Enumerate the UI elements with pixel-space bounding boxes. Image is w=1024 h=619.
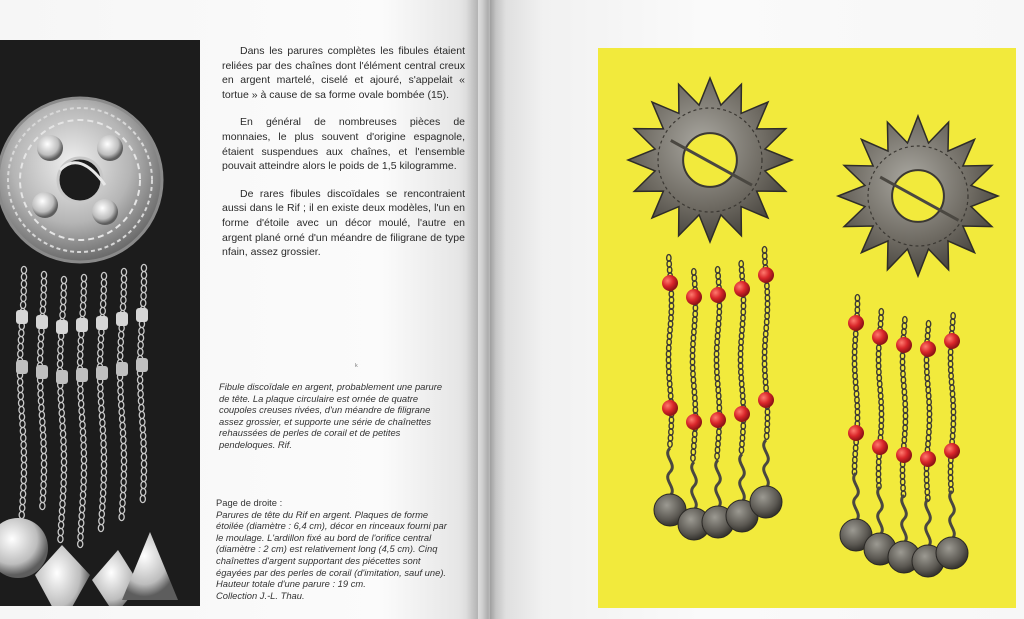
fibula-photo-color — [598, 48, 1016, 608]
bead — [16, 310, 28, 324]
bead — [36, 365, 48, 379]
coral-bead — [758, 392, 774, 408]
star-fibula-left — [628, 78, 792, 242]
caption-credit: Collection J.-L. Thau. — [216, 589, 305, 601]
fibula-photo-bw — [0, 40, 200, 606]
coral-bead — [944, 443, 960, 459]
coral-bead — [872, 329, 888, 345]
coral-bead — [872, 439, 888, 455]
book-gutter — [466, 0, 506, 619]
fibula-pair-illustration — [598, 48, 1016, 608]
coin-pendant — [936, 537, 968, 569]
coral-bead — [734, 406, 750, 422]
caption-body: Parures de tête du Rif en argent. Plaques de forme étoilée (diamètre : 6,4 cm), décor en rinceaux fourni par le moulage. L'ardillon fixé au bord de l'orifice central (diamètre : 2 cm) est relativement long (4,5 cm). Cinq chaînettes d'argent supportant des piécettes sont égayées par des perles de corail (d'imitation, sauf une). Hauteur totale d'une parure : 19 cm. — [216, 508, 447, 590]
coral-bead — [686, 289, 702, 305]
coral-bead — [758, 267, 774, 283]
left-page — [0, 0, 478, 619]
bead — [16, 360, 28, 374]
paragraph-2: En général de nombreuses pièces de monnaies, le plus souvent d'origine espagnole, étaient suspendues aux chaînes, et l'ensemble pouvait atteindre alors le poids de 1,5 kilogramme. — [222, 116, 465, 173]
bead — [76, 368, 88, 382]
coin-pendant — [750, 486, 782, 518]
coral-bead — [686, 414, 702, 430]
caption-right-photo — [216, 497, 452, 601]
coral-bead — [710, 412, 726, 428]
caption-left-photo: Fibule discoïdale en argent, probablement une parure de tête. La plaque circulaire est ornée de quatre coupoles creuses rivées, d'un méandre de filigrane assez grossier, et supporte une série de chaînettes rehaussées de perles de corail et de petites pendeloques. Rif. — [219, 381, 443, 450]
bead — [96, 316, 108, 330]
coral-bead — [944, 333, 960, 349]
bead — [36, 315, 48, 329]
bead — [116, 312, 128, 326]
coral-bead — [896, 447, 912, 463]
coral-bead — [848, 315, 864, 331]
caption-heading: Page de droite : — [216, 497, 283, 508]
coral-bead — [920, 341, 936, 357]
paragraph-3: De rares fibules discoïdales se rencontraient aussi dans le Rif ; il en existe deux modèles, l'un en forme d'étoile avec un décor moulé, l'autre en argent plané orné d'un méandre de filigrane de type nfain, assez grossier. — [222, 187, 465, 259]
star-fibula-right — [838, 116, 998, 276]
page-mark: ᵏ — [355, 362, 358, 371]
coral-bead — [734, 281, 750, 297]
bead — [136, 358, 148, 372]
bead — [56, 320, 68, 334]
coral-bead — [710, 287, 726, 303]
body-text — [222, 44, 465, 273]
coral-bead — [896, 337, 912, 353]
fibula-illustration-bw — [0, 40, 200, 606]
bead — [76, 318, 88, 332]
coral-bead — [662, 275, 678, 291]
bead — [56, 370, 68, 384]
coral-bead — [920, 451, 936, 467]
bead — [116, 362, 128, 376]
coral-bead — [662, 400, 678, 416]
coral-bead — [848, 425, 864, 441]
paragraph-1: Dans les parures complètes les fibules étaient reliées par des chaînes dont l'élément central creux en argent martelé, ciselé et ajouré, s'appelait « tortue » à cause de sa forme ovale bombée (15). — [222, 45, 465, 101]
bead — [96, 366, 108, 380]
bead — [136, 308, 148, 322]
